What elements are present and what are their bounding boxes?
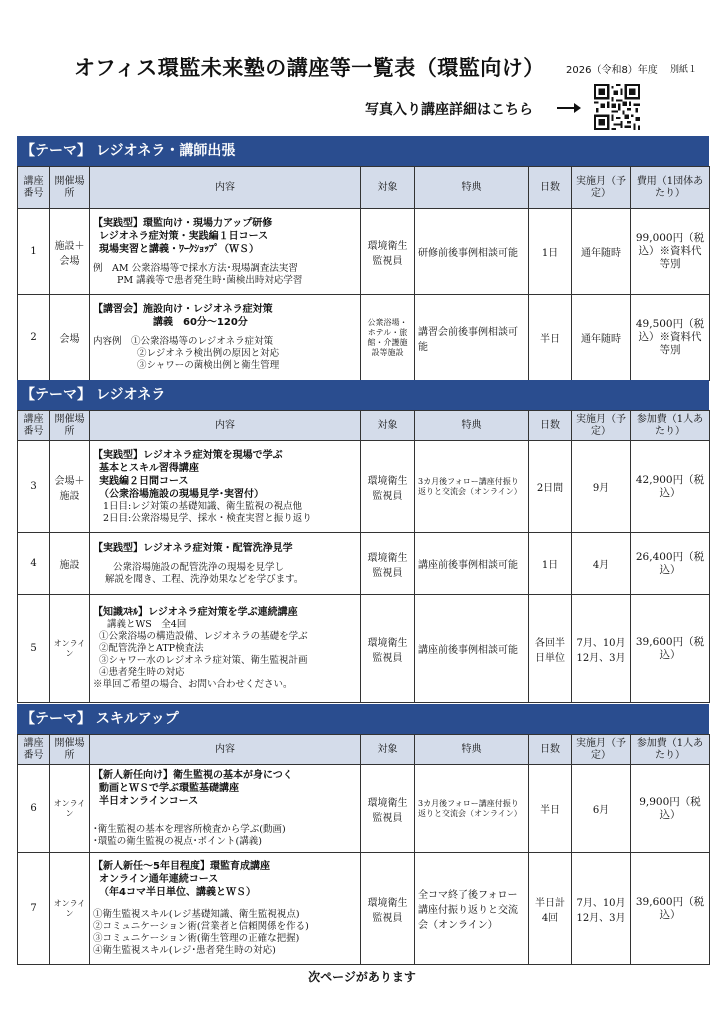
course-month: 通年随時: [572, 295, 631, 381]
col-header-content: 内容: [90, 735, 361, 765]
course-target: 環境衛生監視員: [361, 209, 415, 295]
col-header-content: 内容: [90, 411, 361, 441]
course-content: 【実践型】レジオネラ症対策・配管洗浄見学 公衆浴場施設の配管洗浄の現場を見学し 解説を聞き、工程、洗浄効果などを学びます。: [90, 533, 361, 595]
course-no: 6: [18, 765, 50, 853]
course-place: オンライン: [50, 853, 90, 965]
course-benefit: 講習会前後事例相談可能: [415, 295, 529, 381]
col-header-fee: 参加費（1人あたり）: [631, 735, 710, 765]
course-target: 環境衛生監視員: [361, 765, 415, 853]
col-header-no: 講座番号: [18, 167, 50, 209]
table-row: [18, 853, 710, 965]
qr-link-text: 写真入り講座詳細はこちら: [365, 102, 533, 118]
course-days: 2日間: [529, 441, 572, 533]
course-benefit: 3カ月後フォロー講座付振り返りと交流会（オンライン）: [415, 765, 529, 853]
table-row: [18, 765, 710, 853]
col-header-benefit: 特典: [415, 167, 529, 209]
course-days: 1日: [529, 209, 572, 295]
col-header-benefit: 特典: [415, 735, 529, 765]
course-target: 環境衛生監視員: [361, 853, 415, 965]
course-table-1: [17, 166, 710, 381]
course-fee: 39,600円（税込）: [631, 595, 710, 703]
appendix-label: 別紙１: [670, 65, 698, 75]
course-place: オンライン: [50, 765, 90, 853]
course-month: 7月、10月12月、3月: [572, 595, 631, 703]
table-row: [18, 595, 710, 703]
col-header-place: 開催場所: [50, 735, 90, 765]
course-fee: 49,500円（税込）※資料代等別: [631, 295, 710, 381]
course-fee: 9,900円（税込）: [631, 765, 710, 853]
course-content: 【知識ｽｷﾙ】レジオネラ症対策を学ぶ連続講座 講義とWS 全4回 ①公衆浴場の構造設備、レジオネラの基礎を学ぶ ②配管洗浄とATP検査法 ③シャワー水のレジオネラ症対策、衛生監視計画 ④患者発生時の対応 ※単回ご希望の場合、お問い合わせください。: [90, 595, 361, 703]
col-header-days: 日数: [529, 167, 572, 209]
col-header-days: 日数: [529, 411, 572, 441]
course-fee: 39,600円（税込）: [631, 853, 710, 965]
course-target: 環境衛生監視員: [361, 441, 415, 533]
section-header-legionella-instructor: 【テーマ】 レジオネラ・講師出張: [17, 136, 709, 166]
course-benefit: 講座前後事例相談可能: [415, 533, 529, 595]
col-header-fee: 費用（1団体あたり）: [631, 167, 710, 209]
course-no: 7: [18, 853, 50, 965]
course-days: 半日計4回: [529, 853, 572, 965]
course-month: 7月、10月12月、3月: [572, 853, 631, 965]
col-header-no: 講座番号: [18, 411, 50, 441]
qr-code-icon[interactable]: [594, 84, 640, 130]
col-header-fee: 参加費（1人あたり）: [631, 411, 710, 441]
course-content: 【実践型】レジオネラ症対策を現場で学ぶ 基本とスキル習得講座 実践編２日間コース （公衆浴場施設の現場見学･実習付） 1日目:レジ対策の基礎知識、衛生監視の視点他 2日目:公衆浴場見学、採水・検査実習と振り返り: [90, 441, 361, 533]
course-content: 【講習会】施設向け・レジオネラ症対策 講義 60分～120分 内容例 ①公衆浴場等のレジオネラ症対策 ②レジオネラ検出例の原因と対応 ③シャワーの菌検出例と衛生管理: [90, 295, 361, 381]
col-header-days: 日数: [529, 735, 572, 765]
table-row: [18, 441, 710, 533]
course-content: 【新人新任～5年目程度】環監育成講座 オンライン通年連続コース （年4コマ半日単位、講義とＷＳ） ①衛生監視スキル(レジ基礎知識、衛生監視視点) ②コミュニケーション術(営業者と信頼関係を作る) ③コミュニケーション術(衛生管理の正確な把握) ④衛生監視スキル(レジ･患者発生時の対応): [90, 853, 361, 965]
col-header-place: 開催場所: [50, 411, 90, 441]
table-row: [18, 295, 710, 381]
course-fee: 42,900円（税込）: [631, 441, 710, 533]
course-content: 【実践型】環監向け・現場力アップ研修 レジオネラ症対策・実践編１日コース 現場実習と講義・ﾜｰｸｼｮｯﾌﾟ（ＷＳ） 例 AM 公衆浴場等で採水方法･現場調査法実習 PM 講義等で患者発生時･菌検出時対応学習: [90, 209, 361, 295]
course-month: 9月: [572, 441, 631, 533]
fiscal-year: 2026（令和8）年度: [566, 65, 658, 76]
course-month: 6月: [572, 765, 631, 853]
course-no: 1: [18, 209, 50, 295]
section-header-legionella: 【テーマ】 レジオネラ: [17, 380, 709, 410]
course-no: 2: [18, 295, 50, 381]
course-target: 環境衛生監視員: [361, 533, 415, 595]
course-days: 各回半日単位: [529, 595, 572, 703]
course-place: 会場: [50, 295, 90, 381]
page-title: オフィス環監未来塾の講座等一覧表（環監向け）: [74, 56, 545, 80]
col-header-target: 対象: [361, 167, 415, 209]
course-month: 4月: [572, 533, 631, 595]
course-content: 【新人新任向け】衛生監視の基本が身につく 動画とＷＳで学ぶ環監基礎講座 半日オンラインコース ･衛生監視の基本を理容所検査から学ぶ(動画) ･環監の衛生監視の視点･ポイント(講義): [90, 765, 361, 853]
course-benefit: 研修前後事例相談可能: [415, 209, 529, 295]
col-header-no: 講座番号: [18, 735, 50, 765]
course-benefit: 講座前後事例相談可能: [415, 595, 529, 703]
course-benefit: 全コマ終了後フォロー講座付振り返りと交流会（オンライン）: [415, 853, 529, 965]
col-header-month: 実施月（予定）: [572, 167, 631, 209]
title-row: [0, 48, 724, 88]
course-benefit: 3カ月後フォロー講座付振り返りと交流会（オンライン）: [415, 441, 529, 533]
course-no: 3: [18, 441, 50, 533]
course-no: 4: [18, 533, 50, 595]
course-table-2: [17, 410, 710, 703]
col-header-benefit: 特典: [415, 411, 529, 441]
course-place: オンライン: [50, 595, 90, 703]
course-place: 施設＋会場: [50, 209, 90, 295]
col-header-content: 内容: [90, 167, 361, 209]
table-row: [18, 209, 710, 295]
course-place: 施設: [50, 533, 90, 595]
course-days: 1日: [529, 533, 572, 595]
course-month: 通年随時: [572, 209, 631, 295]
col-header-month: 実施月（予定）: [572, 735, 631, 765]
next-page-note: 次ページがあります: [308, 970, 416, 984]
section-header-skill-up: 【テーマ】 スキルアップ: [17, 704, 709, 734]
course-fee: 26,400円（税込）: [631, 533, 710, 595]
course-target: 環境衛生監視員: [361, 595, 415, 703]
course-target: 公衆浴場・ホテル・旅館・介護施設等施設: [361, 295, 415, 381]
course-days: 半日: [529, 295, 572, 381]
col-header-target: 対象: [361, 735, 415, 765]
course-fee: 99,000円（税込）※資料代等別: [631, 209, 710, 295]
col-header-target: 対象: [361, 411, 415, 441]
course-table-3: [17, 734, 710, 965]
arrow-right-icon: [556, 99, 582, 117]
course-place: 会場＋施設: [50, 441, 90, 533]
col-header-place: 開催場所: [50, 167, 90, 209]
col-header-month: 実施月（予定）: [572, 411, 631, 441]
course-days: 半日: [529, 765, 572, 853]
course-no: 5: [18, 595, 50, 703]
table-row: [18, 533, 710, 595]
